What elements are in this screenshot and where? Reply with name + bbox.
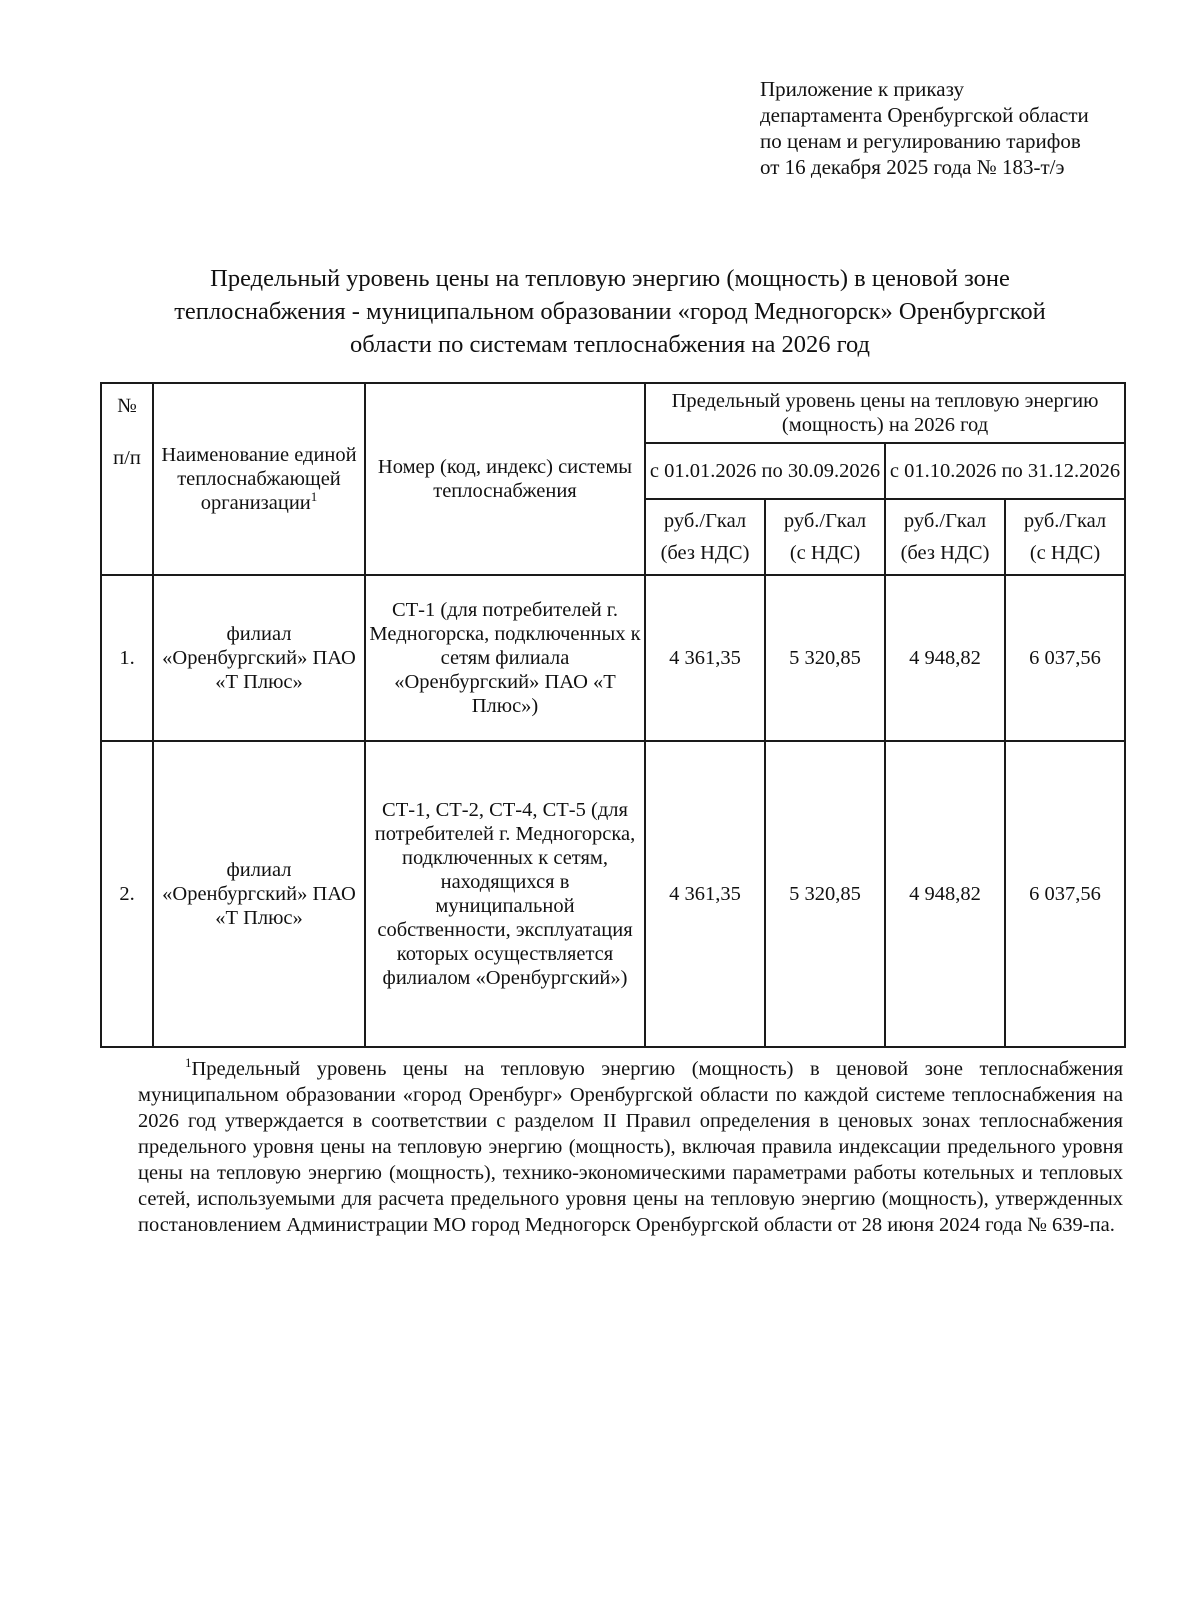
unit-line: (без НДС) (660, 542, 750, 564)
row-system: СТ-1, СТ-2, СТ-4, СТ-5 (для потребителей г. Медногорска, подключенных к сетям, находящихся в муниципальной собственности, эксплуатация которых осуществляется филиалом «Оренбургский») (365, 741, 645, 1047)
row-price: 5 320,85 (765, 575, 885, 741)
footnote-text: Предельный уровень цены на тепловую энергию (мощность) в ценовой зоне теплоснабжения муниципальном образовании «город Оренбург» Оренбургской области по каждой системе теплоснабжения на 2026 год утверждается в соответствии с разделом II Правил определения в ценовых зонах теплоснабжения предельного уровня цены на тепловую энергию (мощность), включая правила индексации предельного уровня цены на тепловую энергию (мощность), технико-экономическими параметрами работы котельных и тепловых сетей, используемыми для расчета предельного уровня цены на тепловую энергию (мощность), утвержденных постановлением Администрации МО город Медногорск Оренбургской области от 28 июня 2024 года № 639-па. (138, 1058, 1123, 1236)
header-row (101, 383, 1125, 443)
period-1: с 01.01.2026 по 30.09.2026 (645, 443, 885, 499)
row-price: 6 037,56 (1005, 741, 1125, 1047)
annex-line: департамента Оренбургской области (760, 103, 1089, 127)
system-label: Номер (код, индекс) системы теплоснабжения (377, 456, 633, 502)
header-org-cell (153, 383, 365, 575)
row-price: 4 948,82 (885, 575, 1005, 741)
row-org: филиал «Оренбургский» ПАО «Т Плюс» (153, 575, 365, 741)
row-num: 2. (101, 741, 153, 1047)
row-price: 4 948,82 (885, 741, 1005, 1047)
tariff-table (100, 382, 1126, 1048)
row-price: 5 320,85 (765, 741, 885, 1047)
row-price: 4 361,35 (645, 741, 765, 1047)
unit-line: руб./Гкал (783, 510, 867, 532)
unit-cell (885, 499, 1005, 575)
unit-line: (без НДС) (900, 542, 990, 564)
title-line: теплоснабжения - муниципальном образовании «город Медногорск» Оренбургской (174, 298, 1046, 325)
header-price-group: Предельный уровень цены на тепловую энергию (мощность) на 2026 год (645, 383, 1125, 443)
row-system: СТ-1 (для потребителей г. Медногорска, подключенных к сетям филиала «Оренбургский» ПАО «Т Плюс») (365, 575, 645, 741)
org-label: Наименование единой теплоснабжающей организации (161, 444, 357, 514)
unit-line: руб./Гкал (663, 510, 747, 532)
unit-line: (с НДС) (1029, 542, 1101, 564)
footnote-ref: 1 (310, 489, 318, 505)
title-line: области по системам теплоснабжения на 2026 год (349, 331, 871, 358)
header-num-cell (101, 383, 153, 575)
table-row (101, 741, 1125, 1047)
title-line: Предельный уровень цены на тепловую энергию (мощность) в ценовой зоне (210, 265, 1010, 292)
annex-line: Приложение к приказу (760, 77, 964, 101)
row-price: 6 037,56 (1005, 575, 1125, 741)
table-row (101, 575, 1125, 741)
unit-cell (1005, 499, 1125, 575)
unit-line: руб./Гкал (903, 510, 987, 532)
unit-cell (765, 499, 885, 575)
row-org: филиал «Оренбургский» ПАО «Т Плюс» (153, 741, 365, 1047)
annex-line: от 16 декабря 2025 года № 183-т/э (760, 155, 1065, 179)
period-2: с 01.10.2026 по 31.12.2026 (885, 443, 1125, 499)
unit-line: (с НДС) (789, 542, 861, 564)
footnote (138, 1056, 1123, 1238)
footnote-marker: 1 (185, 1055, 192, 1071)
unit-cell (645, 499, 765, 575)
annex-reference (760, 76, 1089, 180)
row-num: 1. (101, 575, 153, 741)
document-title (100, 262, 1120, 361)
num-label: п/п (113, 447, 141, 469)
unit-line: руб./Гкал (1023, 510, 1107, 532)
annex-line: по ценам и регулированию тарифов (760, 129, 1081, 153)
row-price: 4 361,35 (645, 575, 765, 741)
header-system-cell (365, 383, 645, 575)
num-symbol: № (117, 395, 137, 417)
